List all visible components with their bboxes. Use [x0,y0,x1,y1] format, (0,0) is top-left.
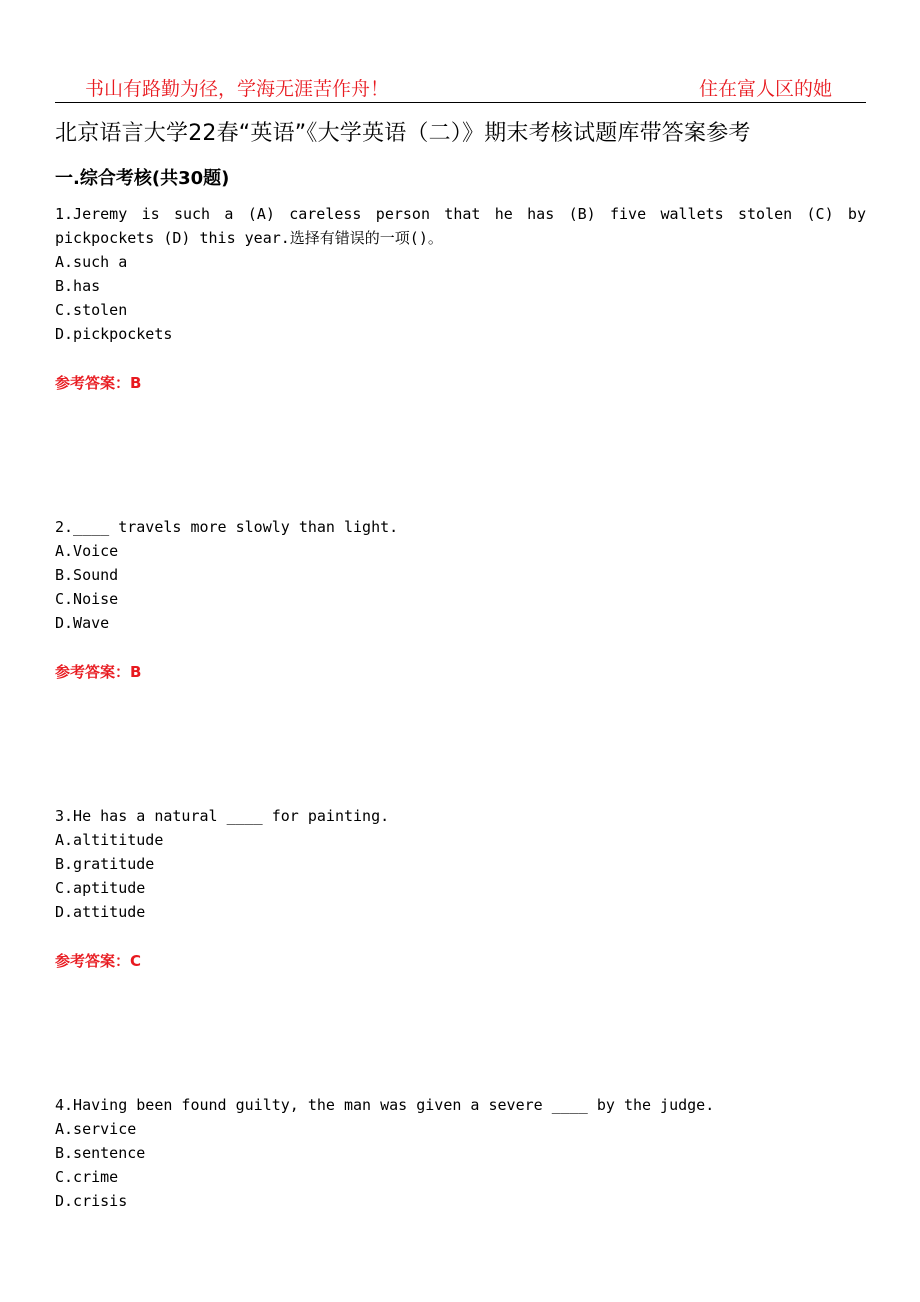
option-c: C.stolen [55,301,128,319]
question-3 [55,804,866,924]
option-d: D.attitude [55,903,146,921]
option-d: D.crisis [55,1192,128,1210]
option-b: B.gratitude [55,855,155,873]
option-b: B.Sound [55,566,119,584]
option-b: B.sentence [55,1144,146,1162]
option-d: D.pickpockets [55,325,173,343]
option-d: D.Wave [55,614,110,632]
question-4 [55,1093,866,1213]
header-tag: 住在富人区的她 [698,78,832,100]
question-stem: 4.Having been found guilty, the man was given a severe ____ by the judge. [55,1096,715,1114]
option-c: C.Noise [55,590,119,608]
answer-1: 参考答案：B [55,374,142,392]
option-c: C.aptitude [55,879,146,897]
option-b: B.has [55,277,101,295]
page-header [55,68,866,103]
question-2 [55,515,866,635]
document-title: 北京语言大学22春“英语”《大学英语（二）》期末考核试题库带答案参考 [55,121,751,146]
question-stem: 3.He has a natural ____ for painting. [55,807,390,825]
option-a: A.such a [55,253,128,271]
answer-2: 参考答案：B [55,663,142,681]
option-a: A.service [55,1120,137,1138]
question-stem: 2.____ travels more slowly than light. [55,518,399,536]
section-title: 一.综合考核(共30题) [55,168,230,189]
option-c: C.crime [55,1168,119,1186]
question-stem: 1.Jeremy is such a (A) careless person that he has (B) five wallets stolen (C) by pickpockets (D) this year.选择有错误的一项()。 [55,205,866,247]
question-1 [55,202,866,346]
option-a: A.Voice [55,542,119,560]
header-motto: 书山有路勤为径，学海无涯苦作舟！ [85,78,390,100]
option-a: A.altititude [55,831,164,849]
answer-3: 参考答案：C [55,952,142,970]
